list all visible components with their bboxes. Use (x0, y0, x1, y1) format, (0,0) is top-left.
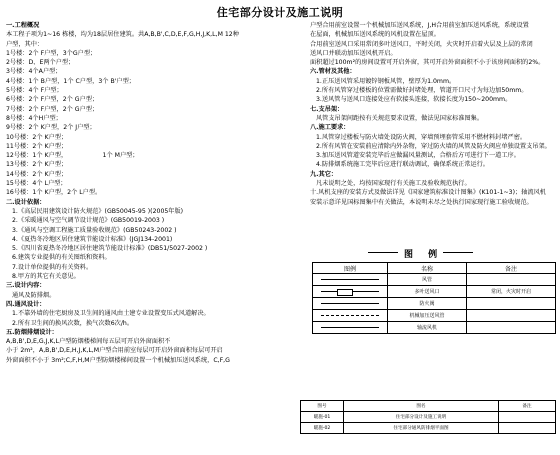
left-text-line: 4号楼：1个 B户型，1个 C户型，3个 B'户型； (6, 77, 135, 85)
title-block-cell (499, 423, 556, 434)
legend-header-note: 备注 (467, 263, 556, 274)
left-text-line: 5号楼：4个 F户型； (6, 87, 63, 95)
left-text-line: A,B,B',D,E,G,J,K,L户型防烟楼梯间每五层可开启外窗面积不 (6, 338, 171, 346)
left-text-line: 12号楼：1个 K户型， 1个 M户型； (6, 152, 139, 160)
right-text-line: 户型合用前室设置一个机械加压送风系统，J,H合用前室加压送风系统，系统设置 (310, 22, 529, 29)
right-text-line: 1.风管穿过楼板与防火墙处设防火阀，穿墙预埋套管采用不燃材料封堵严密。 (316, 133, 527, 141)
left-text-line: 外窗面积不小于 3m²;C,F,H,M户型防烟楼梯间设置一个机械加压送风系统，C,F,G (6, 356, 230, 364)
legend-name: 机械加压送风管 (388, 310, 467, 322)
title-block-cell: 暖施-01 (301, 412, 344, 423)
right-text-line: 凡未说明之处，均按国家现行有关施工及验收规范执行。 (316, 180, 471, 188)
legend-row (313, 298, 556, 310)
right-text-line: 十.风机支座的安装方式及做法详见《国家建筑标准设计图集》(K101-1~3)；轴流风机 (310, 189, 546, 197)
right-text-line: 2.所有风管穿过楼板的位置需做好封堵处理，管道开口尺寸为每边加50mm。 (316, 87, 528, 95)
legend-name: 多叶送风口 (388, 286, 467, 298)
legend-title: 图 例 (404, 247, 443, 260)
left-text-line: 通风及防排烟。 (12, 291, 56, 299)
legend-row (313, 322, 556, 334)
left-column (6, 21, 304, 365)
left-text-line: 15号楼：4个 L户型； (6, 180, 67, 188)
title-block-row (301, 412, 556, 423)
right-section-heading: 九.其它： (310, 170, 338, 178)
left-text-line: 9号楼：2个 K户型，2个 J户型； (6, 124, 96, 132)
right-text-line: 2.所有风管在安装前应清除内外杂物，穿过防火墙的风管及防火阀应单独设置支吊架。 (316, 142, 551, 150)
legend-note (467, 310, 556, 322)
legend-symbol (313, 310, 388, 322)
left-text-line: 16号楼：1个 K户型，2个 L户型。 (6, 189, 102, 197)
left-section-heading: 四.通风设计： (6, 300, 46, 308)
legend-note (467, 322, 556, 334)
title-block-cell: 住宅部分通风防排烟平面图 (344, 423, 499, 434)
title-block-header-no: 图号 (301, 401, 344, 412)
legend-symbol (313, 286, 388, 298)
right-column (310, 21, 556, 207)
right-text-line: 面积超过100m²的房间设置可开启外窗，其可开启外窗面积不小于该房间面积的2%。 (310, 59, 545, 67)
right-text-line: 3.送风管与送风口连接处应有软接头连接，软接长度为150~200mm。 (316, 96, 512, 104)
left-text-line: 7.设计单位提供的有关资料。 (12, 263, 93, 271)
title-block-row (301, 423, 556, 434)
left-section-heading: 二.设计依据： (6, 198, 46, 206)
title-block-header-note: 备注 (499, 401, 556, 412)
left-text-line: 3号楼：4个A户型； (6, 68, 62, 76)
left-text-line: 14号楼：2个 K户型； (6, 170, 68, 178)
right-text-line: 风管支吊架间距按有关规范要求设置，做法见国家标准图集。 (316, 114, 484, 122)
legend-name: 轴流风机 (388, 322, 467, 334)
left-text-line: 小于 2m²，A,B,B',D,E,H,J,K,L,M户型合用前室每层可开启外窗面积每层可开启 (6, 347, 223, 355)
right-text-line: 1.正压送风管采用镀锌钢板风管，壁厚为1.0mm。 (316, 77, 456, 85)
legend-note (467, 298, 556, 310)
left-text-line: 1.《高层民用建筑设计防火规范》(GB50045-95 )(2005年版) (12, 207, 184, 215)
legend-row (313, 310, 556, 322)
left-section-heading: 一.工程概况 (6, 22, 40, 29)
left-text-line: 7号楼：2个 F户型，2个 G户型； (6, 105, 99, 113)
legend-header-name: 名称 (388, 263, 467, 274)
legend-row (313, 286, 556, 298)
document-title: 住宅部分设计及施工说明 (216, 6, 344, 19)
legend-header-symbol: 图例 (313, 263, 388, 274)
right-text-line: 4.防排烟系统施工完毕后应进行联动调试，确保系统正常运行。 (316, 161, 489, 169)
title-block-cell: 暖施-02 (301, 423, 344, 434)
right-section-heading: 六.管材及其他： (310, 68, 356, 76)
legend-name: 风管 (388, 274, 467, 286)
right-text-line: 安装示意详见国标图集中有关做法，本说明未尽之处执行国家现行施工验收规范。 (310, 198, 533, 206)
left-text-line: 5.《四川省夏热冬冷地区居住建筑节能设计标准》(DB51/5027-2002 ) (12, 245, 208, 253)
left-text-line: 6.建筑专业提供的有关图纸和资料。 (12, 254, 111, 262)
left-text-line: 2.《采暖通风与空气调节设计规范》(GB50019-2003 ) (12, 217, 165, 225)
title-block (300, 400, 556, 434)
legend-note (467, 274, 556, 286)
left-text-line: 8.甲方的其它有关意见。 (12, 273, 80, 281)
left-text-line: 1号楼：2个 F户型，3个G户型； (6, 49, 97, 57)
title-block-cell: 住宅部分设计及施工说明 (344, 412, 499, 423)
left-text-line: 本工程子项为1~16 栋楼，均为18层居住建筑。共A,B,B',C,D,E,F,G,H,J,K,L,M 12种 (6, 31, 239, 39)
legend-symbol (313, 322, 388, 334)
left-text-line: 8号楼：4个H户型； (6, 114, 62, 122)
left-text-line: 2.所有卫生间的换风次数，换气次数6次/h。 (12, 319, 134, 327)
right-text-line: 合用前室送风口采用常闭多叶送风口，平时关闭，火灾时开启着火层及上层的常闭 (310, 40, 533, 48)
left-text-line: 户型，其中： (6, 40, 44, 48)
legend-row (313, 274, 556, 286)
legend-name: 防火阀 (388, 298, 467, 310)
left-text-line: 2号楼：D、E两个户型； (6, 59, 75, 67)
left-text-line: 1.不靠外墙的住宅厨房及卫生间的通风由土建专业设置变压式风道解决。 (12, 310, 210, 318)
right-section-heading: 八.施工要求： (310, 124, 350, 132)
left-text-line: 6号楼：2个 F户型，2个 G户型； (6, 96, 99, 104)
left-text-line: 10号楼：2个 K户型； (6, 133, 68, 141)
right-text-line: 送风口并联动加压送风机开启。 (310, 49, 397, 57)
title-block-cell (499, 412, 556, 423)
right-text-line: 3.加压送风管道安装完毕后应做漏风量测试，合格后方可进行下一道工序。 (316, 152, 520, 160)
left-text-line: 3.《通风与空调工程施工质量验收规范》(GB50243-2002 ) (12, 226, 177, 234)
right-section-heading: 七.支吊架： (310, 105, 344, 113)
left-text-line: 11号楼：2个 K户型； (6, 142, 68, 150)
left-text-line: 4.《夏热冬冷地区居住建筑节能设计标准》(JGJ134-2001) (12, 235, 173, 243)
right-text-line: 在屋面，机械加压送风系统的风机设置在屋顶。 (310, 31, 440, 39)
left-text-line: 13号楼：2个 K户型； (6, 161, 68, 169)
legend-note: 常闭，火灾时开启 (467, 286, 556, 298)
legend-table (312, 262, 556, 334)
left-section-heading: 三.设计内容： (6, 282, 46, 290)
title-block-header-name: 图名 (344, 401, 499, 412)
left-section-heading: 五.防烟排烟设计： (6, 328, 58, 336)
legend-symbol (313, 274, 388, 286)
legend-symbol (313, 298, 388, 310)
